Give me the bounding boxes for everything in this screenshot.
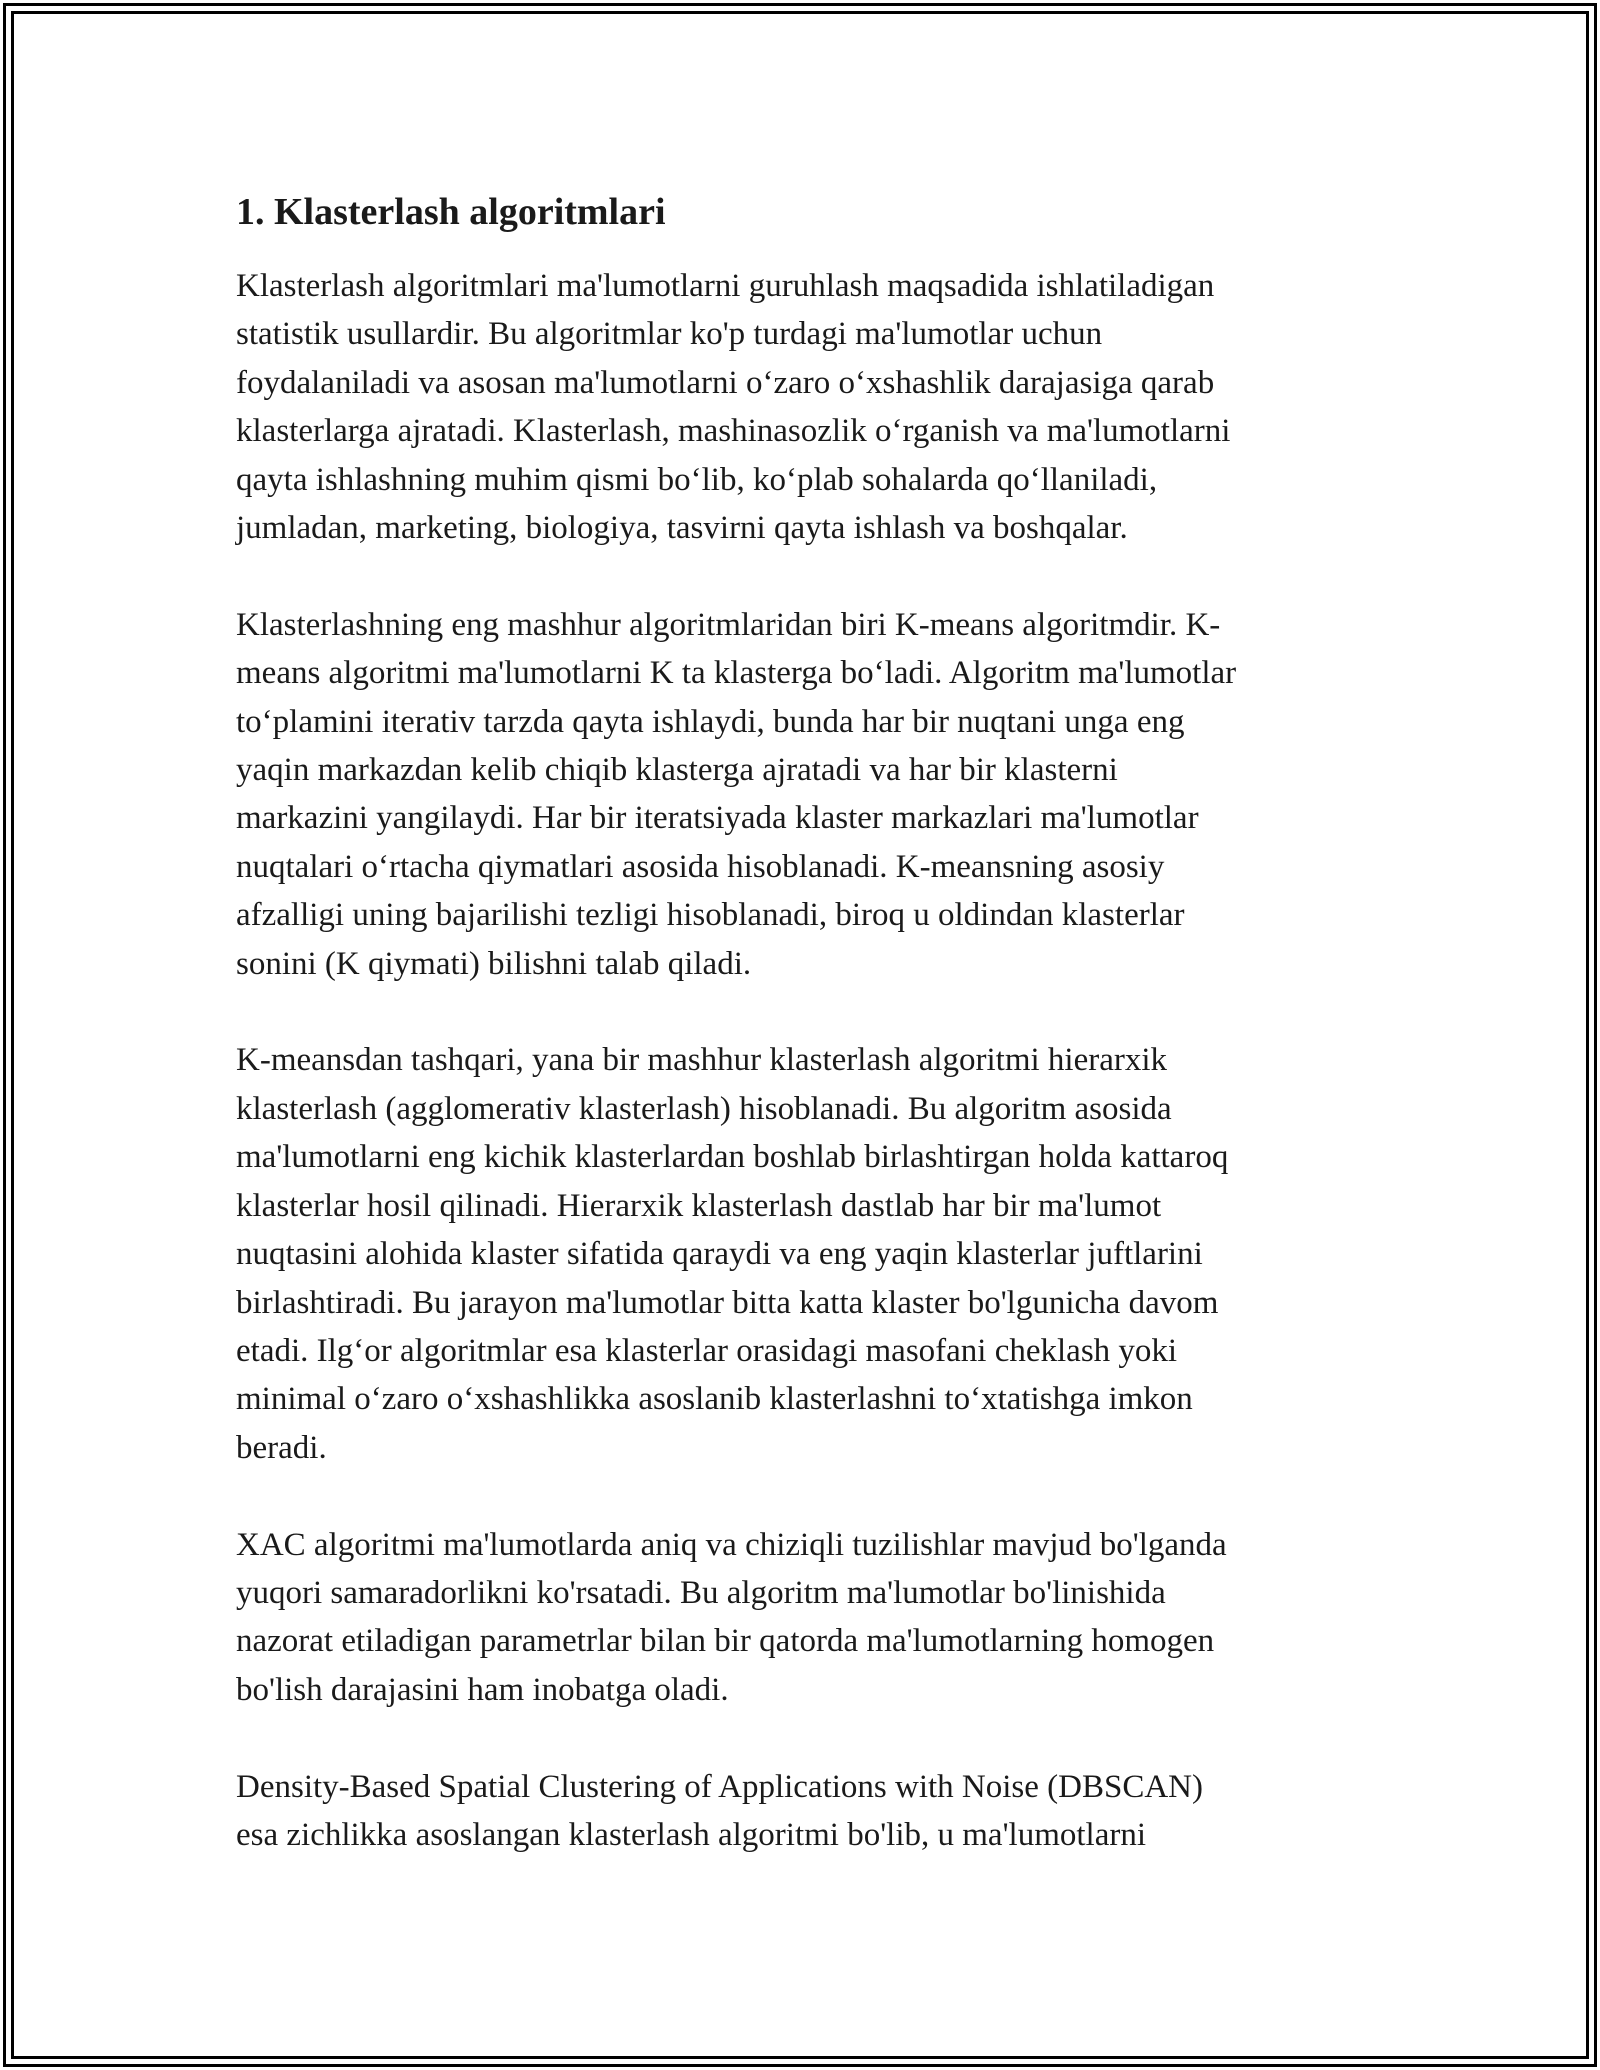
document-page <box>236 188 1364 1859</box>
section-heading: 1. Klasterlash algoritmlari <box>236 191 666 233</box>
text-line: klasterlash (agglomerativ klasterlash) hisoblanadi. Bu algoritm asosida <box>236 1090 1172 1127</box>
text-line: afzalligi uning bajarilishi tezligi hisoblanadi, biroq u oldindan klasterlar <box>236 897 1185 934</box>
text-line: minimal o‘zaro o‘xshashlikka asoslanib klasterlashni to‘xtatishga imkon <box>236 1381 1193 1418</box>
text-line: K-meansdan tashqari, yana bir mashhur klasterlash algoritmi hierarxik <box>236 1042 1168 1079</box>
text-line: bo'lish darajasini ham inobatga oladi. <box>236 1671 729 1708</box>
paragraph <box>236 1521 1364 1715</box>
paragraph <box>236 1763 1364 1860</box>
text-line: yaqin markazdan kelib chiqib klasterga ajratadi va har bir klasterni <box>236 752 1118 789</box>
text-line: statistik usullardir. Bu algoritmlar ko'p turdagi ma'lumotlar uchun <box>236 316 1103 353</box>
text-line: etadi. Ilg‘or algoritmlar esa klasterlar orasidagi masofani cheklash yoki <box>236 1332 1178 1369</box>
text-line: esa zichlikka asoslangan klasterlash algoritmi bo'lib, u ma'lumotlarni <box>236 1816 1146 1853</box>
text-line: sonini (K qiymati) bilishni talab qiladi. <box>236 945 752 982</box>
text-line: foydalaniladi va asosan ma'lumotlarni o‘zaro o‘xshashlik darajasiga qarab <box>236 364 1215 401</box>
text-line: klasterlar hosil qilinadi. Hierarxik klasterlash dastlab har bir ma'lumot <box>236 1187 1162 1224</box>
paragraph-list <box>236 262 1364 1859</box>
paragraph <box>236 601 1364 988</box>
text-line: ma'lumotlarni eng kichik klasterlardan boshlab birlashtirgan holda kattaroq <box>236 1139 1229 1176</box>
text-line: nuqtalari o‘rtacha qiymatlari asosida hisoblanadi. K-meansning asosiy <box>236 848 1165 885</box>
text-line: nazorat etiladigan parametrlar bilan bir qatorda ma'lumotlarning homogen <box>236 1623 1215 1660</box>
paragraph <box>236 1036 1364 1472</box>
text-line: jumladan, marketing, biologiya, tasvirni qayta ishlash va boshqalar. <box>236 510 1128 547</box>
text-line: klasterlarga ajratadi. Klasterlash, mashinasozlik o‘rganish va ma'lumotlarni <box>236 413 1231 450</box>
text-line: qayta ishlashning muhim qismi bo‘lib, ko‘plab sohalarda qo‘llaniladi, <box>236 461 1158 498</box>
text-line: yuqori samaradorlikni ko'rsatadi. Bu algoritm ma'lumotlar bo'linishida <box>236 1574 1166 1611</box>
text-line: to‘plamini iterativ tarzda qayta ishlaydi, bunda har bir nuqtani unga eng <box>236 703 1185 740</box>
paragraph <box>236 262 1364 552</box>
text-line: means algoritmi ma'lumotlarni K ta klasterga bo‘ladi. Algoritm ma'lumotlar <box>236 655 1237 692</box>
text-line: Klasterlash algoritmlari ma'lumotlarni guruhlash maqsadida ishlatiladigan <box>236 268 1215 304</box>
text-line: nuqtasini alohida klaster sifatida qaraydi va eng yaqin klasterlar juftlarini <box>236 1236 1203 1273</box>
text-line: birlashtiradi. Bu jarayon ma'lumotlar bitta katta klaster bo'lgunicha davom <box>236 1284 1219 1321</box>
text-line: Klasterlashning eng mashhur algoritmlaridan biri K-means algoritmdir. K- <box>236 606 1221 643</box>
text-line: XAC algoritmi ma'lumotlarda aniq va chiziqli tuzilishlar mavjud bo'lganda <box>236 1526 1227 1563</box>
text-line: markazini yangilaydi. Har bir iteratsiyada klaster markazlari ma'lumotlar <box>236 800 1199 837</box>
text-line: beradi. <box>236 1429 327 1466</box>
text-line: Density-Based Spatial Clustering of Applications with Noise (DBSCAN) <box>236 1768 1204 1805</box>
